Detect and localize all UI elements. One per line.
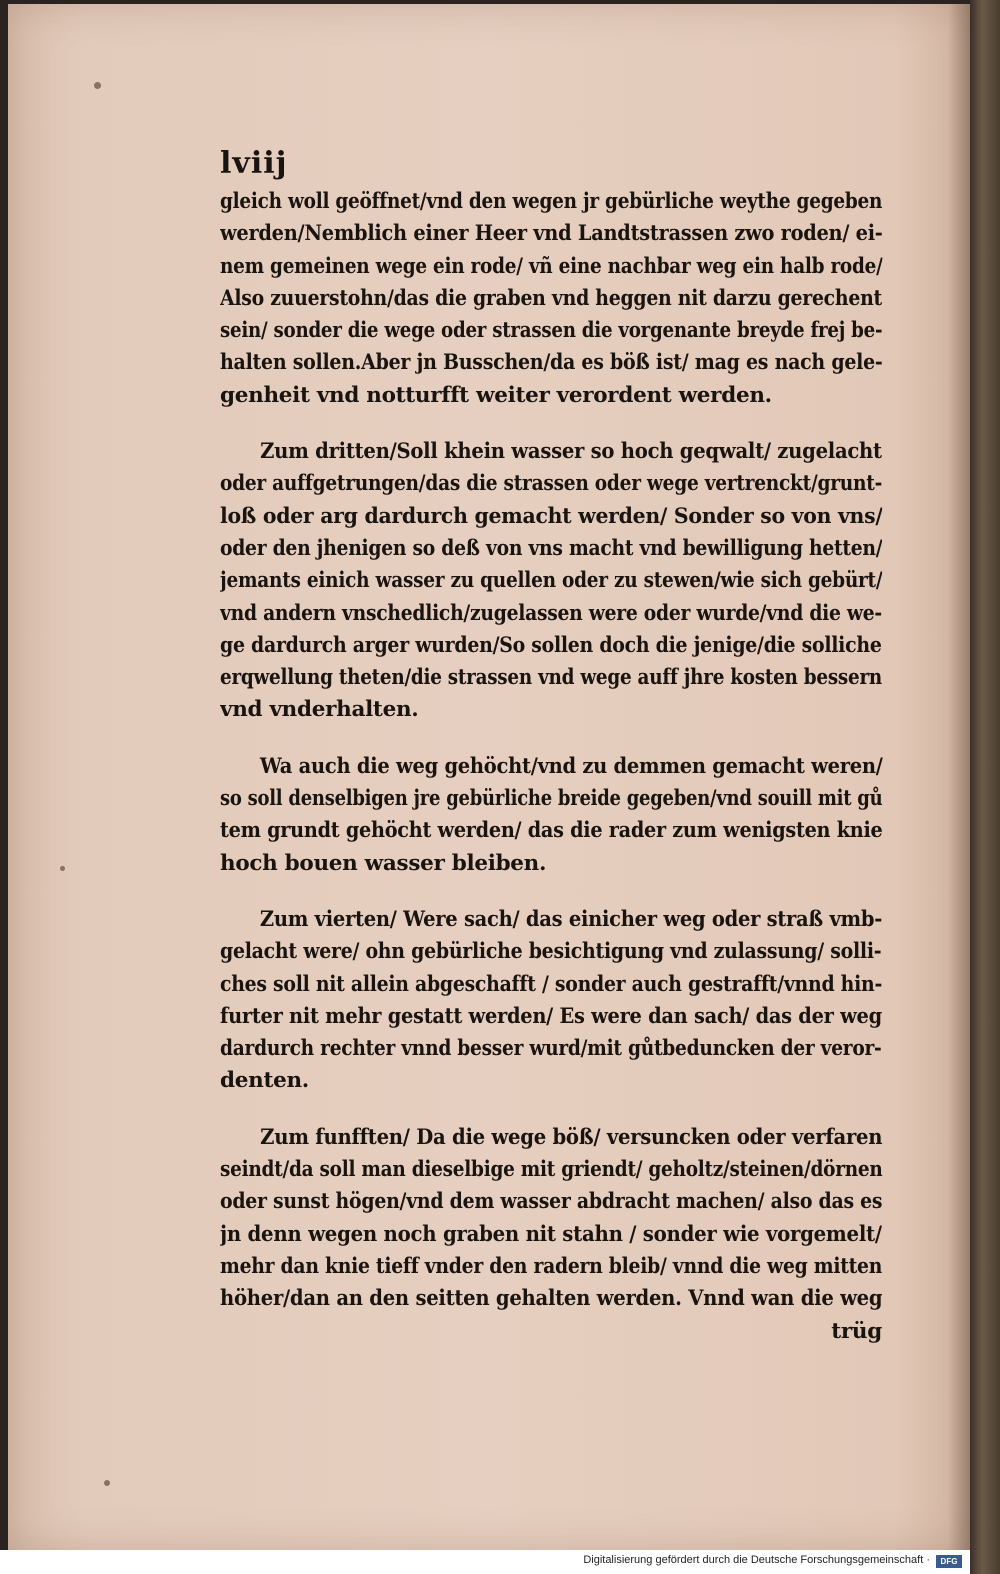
text-line: Also zuuerstohn/das die graben vnd heggen nit darzu gerechent <box>220 285 882 311</box>
paragraph-3 <box>220 751 882 880</box>
text-line: Zum dritten/Soll khein wasser so hoch geqwalt/ zugelacht <box>260 439 882 465</box>
paragraph-4 <box>220 904 882 1098</box>
text-line: höher/dan an den seitten gehalten werden. Vnnd wan die weg <box>220 1286 883 1312</box>
text-line: mehr dan knie tieff vnder den radern bleib/ vnnd die weg mitten <box>220 1253 882 1279</box>
text-line: sein/ sonder die wege oder strassen die vorgenante breyde frej be- <box>220 318 883 344</box>
text-line: Zum funfften/ Da die wege böß/ versuncken oder verfaren <box>260 1124 883 1150</box>
text-line: ches soll nit allein abgeschafft / sonder auch gestrafft/vnnd hin- <box>220 971 883 997</box>
ink-spot <box>60 866 65 871</box>
text-line: ge dardurch arger wurden/So sollen doch die jenige/die solliche <box>220 632 882 658</box>
text-block <box>220 146 882 1348</box>
page-scan <box>8 4 970 1550</box>
dfg-logo-icon: DFG <box>936 1555 962 1568</box>
book-gutter <box>970 0 1000 1574</box>
text-line: Zum vierten/ Were sach/ das einicher weg oder straß vmb- <box>259 906 883 932</box>
digitization-footer <box>0 1550 970 1574</box>
text-line: nem gemeinen wege ein rode/ vñ eine nachbar weg ein halb rode/ <box>220 253 883 279</box>
text-line: vnd andern vnschedlich/zugelassen were oder wurde/vnd die we- <box>220 600 882 626</box>
ink-spot <box>94 82 101 89</box>
text-line: hoch bouen wasser bleiben. <box>220 850 547 876</box>
text-line: genheit vnd notturfft weiter verordent werden. <box>220 382 772 408</box>
text-line: erqwellung theten/die strassen vnd wege auff jhre kosten bessern <box>220 665 882 691</box>
text-line: so soll denselbigen jre gebürliche breide gegeben/vnd souill mit gů <box>220 786 883 812</box>
text-line: Wa auch die weg gehöcht/vnd zu demmen gemacht weren/ <box>259 753 883 779</box>
text-line: dardurch rechter vnnd besser wurd/mit gůtbeduncken der veror- <box>220 1036 882 1062</box>
paragraph-5 <box>220 1122 882 1348</box>
text-line: halten sollen.Aber jn Busschen/da es böß ist/ mag es nach gele- <box>220 350 883 376</box>
text-line: denten. <box>220 1068 309 1094</box>
text-line: loß oder arg dardurch gemacht werden/ Sonder so von vns/ <box>220 503 883 529</box>
text-line: vnd vnderhalten. <box>220 697 419 723</box>
text-line: jn denn wegen noch graben nit stahn / sonder wie vorgemelt/ <box>220 1221 882 1247</box>
funding-credit: Digitalisierung gefördert durch die Deutsche Forschungsgemeinschaft · <box>583 1554 930 1566</box>
text-line: oder auffgetrungen/das die strassen oder wege vertrenckt/grunt- <box>220 471 882 497</box>
text-line: oder sunst högen/vnd dem wasser abdracht machen/ also das es <box>220 1189 882 1215</box>
text-line: werden/Nemblich einer Heer vnd Landtstrassen zwo roden/ ei- <box>220 221 883 247</box>
text-line: seindt/da soll man dieselbige mit griendt/ geholtz/steinen/dörnen <box>220 1157 883 1183</box>
binding-shadow <box>948 4 970 1550</box>
text-line: oder den jhenigen so deß von vns macht vnd bewilligung hetten/ <box>220 535 882 561</box>
ink-spot <box>104 1480 110 1486</box>
text-line: furter nit mehr gestatt werden/ Es were dan sach/ das der weg <box>220 1003 882 1029</box>
catchword: trüg <box>831 1318 882 1344</box>
paragraph-1 <box>220 186 882 412</box>
text-line: gelacht were/ ohn gebürliche besichtigung vnd zulassung/ solli- <box>220 939 882 965</box>
text-line: tem grundt gehöcht werden/ das die rader zum wenigsten knie <box>220 818 883 844</box>
text-line: gleich woll geöffnet/vnd den wegen jr gebürliche weythe gegeben <box>220 189 883 214</box>
paragraph-2 <box>220 436 882 727</box>
text-line: jemants einich wasser zu quellen oder zu stewen/wie sich gebürt/ <box>220 568 883 594</box>
folio-number: lviij <box>220 146 288 181</box>
